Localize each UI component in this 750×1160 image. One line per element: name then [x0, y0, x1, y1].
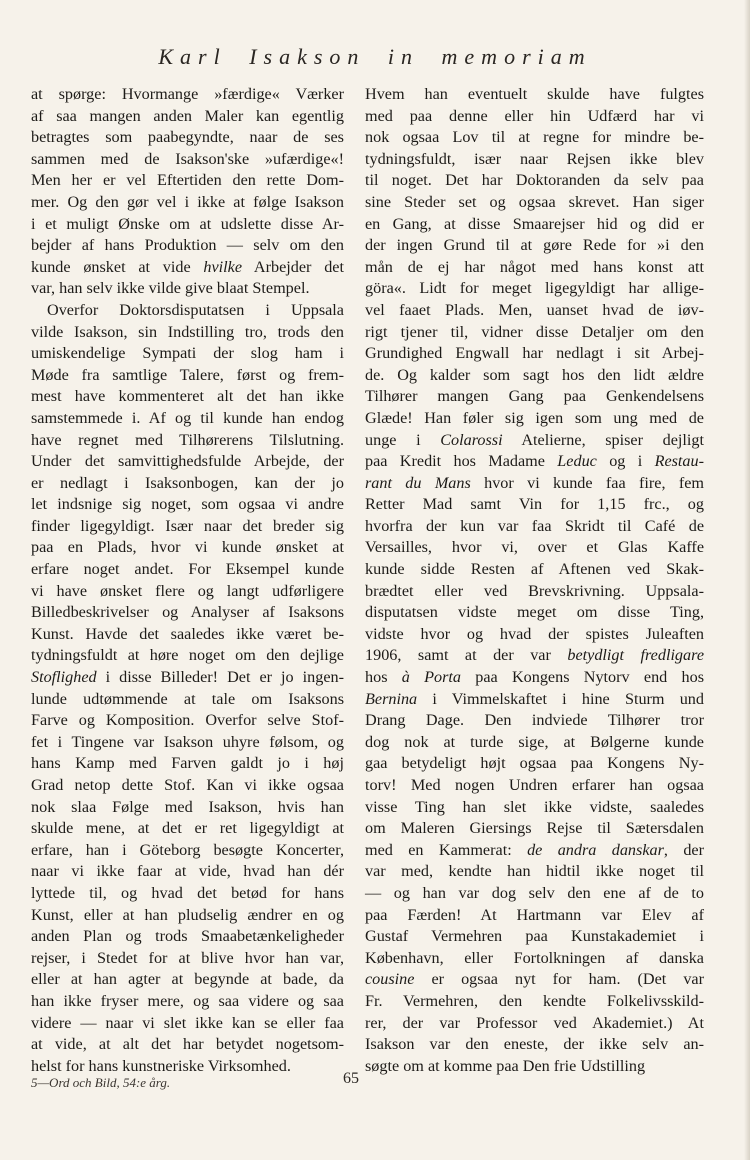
text-line: nok slaa Følge med Isakson, hvis han	[31, 797, 344, 816]
text-line: rigt tjener til, vidner disse Detaljer om den	[365, 322, 704, 341]
text-line: paa Færden! At Hartmann var Elev af	[365, 905, 704, 924]
text-line: var med, kendte han hidtil ikke noget til	[365, 862, 704, 881]
text-line: København, eller Fortolkningen af danska	[365, 948, 704, 967]
text-line: mer. Og den gør vel i ikke at følge Isakson	[31, 192, 344, 211]
text-line: lunde udtømmende at tale om Isaksons	[31, 689, 344, 708]
text-line: lyttede til, og hvad det betød for hans	[31, 883, 344, 902]
text-line: at spørge: Hvormange »færdige« Værker	[31, 85, 344, 103]
text-line: Fr. Vermehren, den kendte Folkelivsskild-	[365, 991, 704, 1010]
text-line: fet i Tingene var Isakson uhyre følsom, og	[31, 732, 344, 751]
text-line: videre — naar vi slet ikke kan se eller faa	[31, 1013, 344, 1032]
text-line: Grundighed Engwall har nedlagt i sit Arbej-	[365, 344, 704, 363]
text-line: visse Ting han slet ikke vidste, saaledes	[365, 797, 704, 816]
text-line: sine Steder set og ogsaa skrevet. Han siger	[365, 192, 704, 211]
signature-mark: 5—Ord och Bild, 54:e årg.	[31, 1075, 171, 1090]
right-text-column	[365, 84, 704, 1077]
text-line: Kunst, eller at han pludselig ændrer en og	[31, 905, 344, 924]
text-line: hos à Porta paa Kongens Nytorv end hos	[365, 668, 704, 687]
text-line: om Maleren Giersings Rejse til Sætersdalen	[365, 819, 704, 838]
text-line: en Gang, at disse Smaarejser hid og did er	[365, 214, 704, 233]
text-line: var, han selv ikke vilde give blaat Stempel.	[31, 279, 310, 298]
text-line: at vide, at alt det har betydet nogetsom-	[31, 1035, 344, 1054]
text-line: paa en Plads, hvor vi kunde ønsket at	[31, 538, 344, 557]
text-line: erfare, han i Göteborg besøgte Koncerter,	[31, 840, 344, 859]
text-line: til noget. Det har Doktoranden da selv paa	[365, 171, 704, 190]
text-line: let indsnige sig noget, som ogsaa vi andre	[31, 495, 344, 514]
text-line: søgte om at komme paa Den frie Udstilling	[365, 1056, 646, 1075]
text-line: rer, der var Professor ved Akademiet.) At	[365, 1013, 704, 1032]
text-line: bejder af hans Produktion — selv om den	[31, 236, 344, 255]
text-line: Hvem han eventuelt skulde have fulgtes	[365, 85, 704, 103]
text-line: nok ogsaa Lov til at regne for mindre be-	[365, 128, 704, 147]
text-line: der ingen Grund til at gøre Rede for »i den	[365, 236, 704, 255]
text-line: Overfor Doktorsdisputatsen i Uppsala	[47, 300, 344, 319]
text-line: han ikke fryser mere, og saa videre og saa	[31, 991, 344, 1010]
text-line: de. Og kalder som sagt hos den lidt ældre	[365, 365, 704, 384]
text-line: med paa denne eller hin Udfærd har vi	[365, 106, 704, 125]
text-line: — og han var dog selv den ene af de to	[365, 883, 704, 902]
text-line: tydningsfuldt, især naar Rejsen ikke blev	[365, 149, 704, 168]
text-line: kunde sidde Resten af Aftenen ved Skak-	[365, 560, 704, 579]
page-number: 65	[343, 1070, 359, 1087]
text-line: dog nok at turde sige, at Bølgerne kunde	[365, 732, 704, 751]
text-line: vilde Isakson, sin Indstilling tro, trods den	[31, 322, 344, 341]
text-line: helst for hans kunstneriske Virksomhed.	[31, 1056, 291, 1075]
text-line: Isakson var den eneste, der ikke selv an-	[365, 1035, 704, 1054]
text-line: samstemmede i. Af og til kunde han endog	[31, 408, 344, 427]
text-line: vel faaet Plads. Men, uanset hvad de iøv-	[365, 300, 704, 319]
text-line: mån de ej har något med hans konst att	[365, 257, 704, 276]
text-line: Retter Mad samt Vin for 1,15 frc., og	[365, 495, 704, 514]
text-line: naar vi ikke faar at vide, hvad han dér	[31, 862, 344, 881]
text-line: af saa mangen anden Maler kan egentlig	[31, 106, 344, 125]
text-line: göra«. Lidt for meget ligegyldigt har allige-	[365, 279, 704, 298]
text-line: unge i Colarossi Atelierne, spiser dejligt	[365, 430, 704, 449]
text-line: disputatsen vidste meget om disse Ting,	[365, 603, 704, 622]
text-line: gaa betydeligt højt ogsaa paa Kongens Ny-	[365, 754, 704, 773]
text-line: Møde fra samtlige Talere, først og frem-	[31, 365, 344, 384]
text-line: rant du Mans hvor vi kunde faa fire, fem	[365, 473, 704, 492]
text-line: Glæde! Han føler sig igen som ung med de	[365, 408, 704, 427]
text-line: Kunst. Havde det saaledes ikke været be-	[31, 624, 344, 643]
text-line: Versailles, hvor vi, over et Glas Kaffe	[365, 538, 704, 557]
text-line: umiskendelige Sympati der slog ham i	[31, 344, 344, 363]
text-line: paa Kredit hos Madame Leduc og i Restau-	[365, 452, 705, 471]
text-line: kunde ønsket at vide hvilke Arbejder det	[31, 257, 344, 276]
text-line: hvorfra der kun var faa Skridt til Café de	[365, 516, 704, 535]
left-text-column	[31, 84, 344, 1077]
text-line: erfare noget andet. For Eksempel kunde	[31, 560, 344, 579]
text-line: mest have kommenteret alt det han ikke	[31, 387, 344, 406]
text-line: Drang Dage. Den indviede Tilhører tror	[365, 711, 704, 730]
text-line: torv! Med nogen Undren erfarer han ogsaa	[365, 776, 704, 794]
page-edge-shadow	[744, 0, 750, 1160]
text-line: Farve og Komposition. Overfor selve Stof-	[31, 711, 344, 730]
text-line: Stoflighed i disse Billeder! Det er jo ingen-	[31, 668, 344, 687]
text-line: i et muligt Ønske om at udslette disse Ar-	[31, 214, 344, 233]
text-line: vi have ønsket flere og langt udførligere	[31, 581, 344, 600]
text-line: Under det samvittighedsfulde Arbejde, der	[31, 452, 344, 471]
text-line: skulde mene, at det er ret ligegyldigt at	[31, 819, 344, 838]
text-line: Gustaf Vermehren paa Kunstakademiet i	[365, 927, 704, 946]
text-line: sammen med de Isakson'ske »ufærdige«!	[31, 149, 344, 168]
text-line: betragtes som paabegyndte, naar de ses	[31, 128, 344, 147]
text-line: 1906, samt at der var betydligt fredligare	[365, 646, 705, 665]
text-line: Billedbeskrivelser og Analyser af Isaksons	[31, 603, 344, 622]
text-line: vidste hvor og hvad der spistes Juleaften	[365, 624, 704, 643]
text-line: tydningsfuldt at høre noget om den dejlige	[31, 646, 344, 665]
text-line: brædtet eller ved Brevskrivning. Uppsala-	[365, 581, 704, 600]
text-line: have regnet med Tilhørerens Tilslutning.	[31, 430, 344, 449]
text-line: eller at han agter at begynde at bade, da	[31, 970, 344, 989]
text-line: er nedlagt i Isaksonbogen, kan der jo	[31, 473, 344, 492]
running-header: Karl Isakson in memoriam	[158, 44, 592, 69]
text-line: med en Kammerat: de andra danskar, der	[365, 840, 704, 859]
text-line: Men her er vel Eftertiden den rette Dom-	[31, 171, 344, 190]
text-line: finder ligegyldigt. Især naar det breder sig	[31, 516, 344, 535]
text-line: Tilhører mangen Gang paa Genkendelsens	[365, 387, 704, 406]
text-line: anden Plan og trods Smaabetænkeligheder	[31, 927, 344, 946]
text-line: Bernina i Vimmelskaftet i hine Sturm und	[365, 689, 704, 708]
text-line: cousine er ogsaa nyt for ham. (Det var	[365, 970, 704, 989]
text-line: hans Kamp med Farven galdt jo i høj	[31, 754, 344, 773]
text-line: rejser, i Stedet for at blive hvor han var,	[31, 948, 344, 967]
text-line: Grad netop dette Stof. Kan vi ikke ogsaa	[31, 776, 344, 794]
